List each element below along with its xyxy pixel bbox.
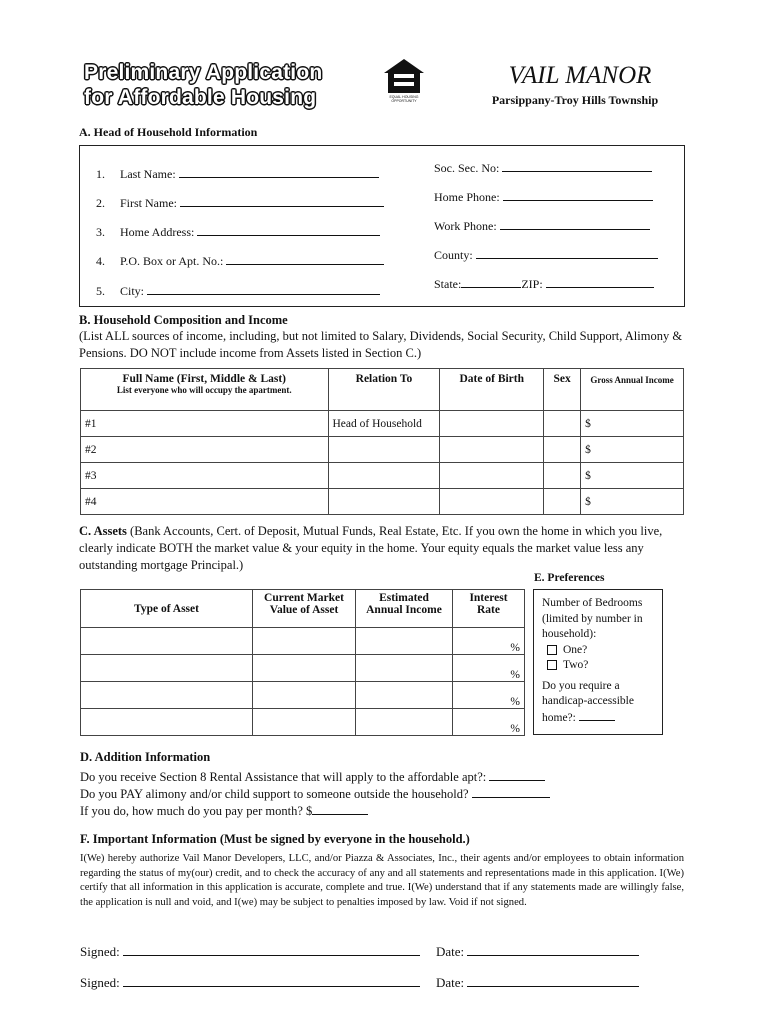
po-box-field[interactable] bbox=[96, 253, 384, 269]
full-name-header: Full Name (First, Middle & Last) bbox=[122, 373, 287, 385]
date-input[interactable] bbox=[467, 944, 639, 956]
po-box-input[interactable] bbox=[226, 253, 384, 265]
income-cell[interactable]: $ bbox=[581, 463, 684, 489]
zip-input[interactable] bbox=[546, 276, 654, 288]
handicap-question-3: home?: bbox=[542, 711, 576, 724]
type-of-asset-header: Type of Asset bbox=[81, 590, 253, 628]
col-sex bbox=[544, 369, 581, 411]
interest-rate-cell[interactable]: % bbox=[453, 628, 525, 655]
signed-label: Signed: bbox=[80, 944, 120, 959]
section-c-intro bbox=[79, 523, 689, 574]
asset-value-cell[interactable] bbox=[253, 655, 356, 682]
field-number: 4. bbox=[96, 254, 105, 268]
col-full-name bbox=[81, 369, 329, 411]
bedroom-one-option[interactable] bbox=[547, 643, 643, 659]
household-table bbox=[80, 368, 684, 515]
eho-caption: EQUAL HOUSING OPPORTUNITY bbox=[389, 95, 419, 103]
asset-type-cell[interactable] bbox=[81, 709, 253, 736]
signature-input[interactable] bbox=[123, 944, 420, 956]
section-b-heading: B. Household Composition and Income bbox=[79, 313, 288, 327]
section-b-intro: (List ALL sources of income, including, but not limited to Salary, Dividends, Social Security, Child Support, Alimony & Pensions. DO NOT include income from Assets listed in Section C.) bbox=[79, 329, 683, 360]
county-label: County: bbox=[434, 248, 473, 262]
logo-line-2: for Affordable Housing bbox=[84, 86, 317, 109]
relation-cell[interactable]: Head of Household bbox=[328, 411, 440, 437]
member-name-cell[interactable]: #3 bbox=[81, 463, 329, 489]
home-phone-field[interactable] bbox=[434, 189, 653, 205]
dob-cell[interactable] bbox=[440, 411, 544, 437]
last-name-input[interactable] bbox=[179, 166, 379, 178]
monthly-payment-question bbox=[80, 803, 368, 820]
ssn-input[interactable] bbox=[502, 160, 652, 172]
sex-cell[interactable] bbox=[544, 411, 581, 437]
signature-line-1[interactable] bbox=[80, 944, 420, 960]
work-phone-label: Work Phone: bbox=[434, 219, 497, 233]
bedroom-two-label: Two? bbox=[563, 659, 589, 671]
asset-type-cell[interactable] bbox=[81, 682, 253, 709]
asset-income-cell[interactable] bbox=[356, 628, 453, 655]
table-row[interactable] bbox=[81, 437, 684, 463]
logo-line-1: Preliminary Application bbox=[84, 61, 323, 84]
asset-type-cell[interactable] bbox=[81, 628, 253, 655]
table-row[interactable] bbox=[81, 411, 684, 437]
state-label: State: bbox=[434, 277, 462, 291]
work-phone-field[interactable] bbox=[434, 218, 650, 234]
col-income bbox=[581, 369, 684, 411]
section8-question bbox=[80, 769, 545, 786]
bedroom-two-option[interactable] bbox=[547, 658, 643, 674]
relation-cell[interactable] bbox=[328, 489, 440, 515]
handicap-question-2: handicap-accessible bbox=[542, 695, 634, 707]
signature-line-2[interactable] bbox=[80, 975, 420, 991]
po-box-label: P.O. Box or Apt. No.: bbox=[120, 254, 224, 268]
member-name-cell[interactable]: #2 bbox=[81, 437, 329, 463]
home-address-field[interactable] bbox=[96, 224, 380, 240]
home-address-label: Home Address: bbox=[120, 225, 195, 239]
date-label: Date: bbox=[436, 975, 465, 990]
field-number: 2. bbox=[96, 196, 105, 210]
relation-cell[interactable] bbox=[328, 437, 440, 463]
dob-cell[interactable] bbox=[440, 437, 544, 463]
section-f-heading: F. Important Information (Must be signed by everyone in the household.) bbox=[80, 832, 470, 846]
interest-rate-line1: Interest bbox=[469, 592, 508, 604]
member-name-cell[interactable]: #1 bbox=[81, 411, 329, 437]
home-phone-label: Home Phone: bbox=[434, 190, 500, 204]
date-line-1[interactable] bbox=[436, 944, 639, 960]
income-header: Gross Annual Income bbox=[590, 375, 674, 385]
section-d-heading: D. Addition Information bbox=[80, 750, 211, 764]
asset-income-cell[interactable] bbox=[356, 655, 453, 682]
signed-label: Signed: bbox=[80, 975, 120, 990]
asset-type-cell[interactable] bbox=[81, 655, 253, 682]
alimony-input[interactable] bbox=[472, 786, 550, 798]
section-c-text: (Bank Accounts, Cert. of Deposit, Mutual Funds, Real Estate, Etc. If you own the home in which you live, clearly indicate BOTH the market value & your equity in the home. Your equity equals the market value less any outstanding mortgage Principal.) bbox=[79, 524, 663, 572]
market-value-line1: Current Market bbox=[264, 592, 344, 604]
market-value-header bbox=[253, 590, 356, 628]
field-number: 1. bbox=[96, 167, 105, 181]
sex-cell[interactable] bbox=[544, 437, 581, 463]
monthly-payment-label: If you do, how much do you pay per month? $ bbox=[80, 804, 313, 818]
work-phone-input[interactable] bbox=[500, 218, 650, 230]
zip-label: ZIP: bbox=[521, 277, 543, 291]
form-logo-title bbox=[84, 60, 322, 110]
handicap-question-1: Do you require a bbox=[542, 679, 620, 692]
market-value-line2: Value of Asset bbox=[269, 604, 339, 616]
date-line-2[interactable] bbox=[436, 975, 639, 991]
table-row[interactable] bbox=[81, 489, 684, 515]
interest-rate-header bbox=[453, 590, 525, 628]
sex-cell[interactable] bbox=[544, 489, 581, 515]
city-label: City: bbox=[120, 284, 145, 298]
handicap-question-3-row bbox=[542, 710, 643, 727]
annual-income-header bbox=[356, 590, 453, 628]
dob-header: Date of Birth bbox=[459, 373, 525, 385]
first-name-label: First Name: bbox=[120, 196, 177, 210]
monthly-payment-input[interactable] bbox=[312, 803, 368, 815]
income-cell[interactable]: $ bbox=[581, 437, 684, 463]
interest-rate-cell[interactable]: % bbox=[453, 709, 525, 736]
bedroom-one-label: One? bbox=[563, 643, 588, 656]
bedrooms-question-2: (limited by number in bbox=[542, 612, 643, 625]
first-name-input[interactable] bbox=[180, 195, 384, 207]
ssn-label: Soc. Sec. No: bbox=[434, 161, 500, 175]
field-number: 3. bbox=[96, 225, 105, 239]
interest-rate-cell[interactable]: % bbox=[453, 682, 525, 709]
bedrooms-question-1: Number of Bedrooms bbox=[542, 597, 643, 609]
asset-income-cell[interactable] bbox=[356, 709, 453, 736]
table-row[interactable] bbox=[81, 655, 525, 682]
city-field[interactable] bbox=[96, 283, 380, 299]
dob-cell[interactable] bbox=[440, 463, 544, 489]
bedrooms-question-3: household): bbox=[542, 628, 597, 640]
col-dob bbox=[440, 369, 544, 411]
last-name-label: Last Name: bbox=[120, 167, 176, 181]
asset-income-cell[interactable] bbox=[356, 682, 453, 709]
county-field[interactable] bbox=[434, 247, 658, 263]
table-row[interactable] bbox=[81, 709, 525, 736]
interest-rate-cell[interactable]: % bbox=[453, 655, 525, 682]
annual-income-line2: Annual Income bbox=[366, 604, 442, 616]
date-label: Date: bbox=[436, 944, 465, 959]
state-zip-field[interactable] bbox=[434, 276, 654, 292]
asset-value-cell[interactable] bbox=[253, 628, 356, 655]
county-input[interactable] bbox=[476, 247, 658, 259]
signature-input[interactable] bbox=[123, 975, 420, 987]
interest-rate-line2: Rate bbox=[477, 604, 500, 616]
bedroom-two-checkbox[interactable] bbox=[547, 660, 557, 670]
table-row[interactable] bbox=[81, 628, 525, 655]
section-a-heading: A. Head of Household Information bbox=[79, 125, 258, 139]
state-input[interactable] bbox=[461, 276, 521, 288]
handicap-input[interactable] bbox=[579, 710, 615, 721]
dob-cell[interactable] bbox=[440, 489, 544, 515]
occupants-note: List everyone who will occupy the apartment. bbox=[116, 385, 292, 395]
last-name-field[interactable] bbox=[96, 166, 379, 182]
annual-income-line1: Estimated bbox=[379, 592, 429, 604]
asset-value-cell[interactable] bbox=[253, 709, 356, 736]
sex-header: Sex bbox=[553, 373, 571, 385]
section-c-heading: C. Assets bbox=[79, 524, 127, 538]
col-relation bbox=[328, 369, 440, 411]
home-phone-input[interactable] bbox=[503, 189, 653, 201]
section8-input[interactable] bbox=[489, 769, 545, 781]
section-e-heading: E. Preferences bbox=[534, 572, 605, 584]
sex-cell[interactable] bbox=[544, 463, 581, 489]
first-name-field[interactable] bbox=[96, 195, 384, 211]
member-name-cell[interactable]: #4 bbox=[81, 489, 329, 515]
field-number: 5. bbox=[96, 284, 105, 298]
date-input[interactable] bbox=[467, 975, 639, 987]
relation-cell[interactable] bbox=[328, 463, 440, 489]
income-cell[interactable]: $ bbox=[581, 411, 684, 437]
alimony-question bbox=[80, 786, 550, 803]
ssn-field[interactable] bbox=[434, 160, 652, 176]
property-title: VAIL MANOR bbox=[508, 62, 652, 89]
asset-value-cell[interactable] bbox=[253, 682, 356, 709]
assets-table bbox=[80, 589, 525, 736]
authorization-text: I(We) hereby authorize Vail Manor Developers, LLC, and/or Piazza & Associates, Inc., their agents and/or employees to obtain information regarding the status of my(our) credit, and to check the accuracy of any and all statements and representations made in this application. I(We) certify that all information in this application is accurate, complete and true. I(We) understand that if any statements made are willingly false, the application is null and void, and I(we) may be subject to penalties imposed by law. Void if not signed. bbox=[80, 853, 684, 908]
section8-label: Do you receive Section 8 Rental Assistance that will apply to the affordable apt?: bbox=[80, 770, 487, 784]
preferences-box bbox=[533, 589, 663, 735]
table-row[interactable] bbox=[81, 463, 684, 489]
city-input[interactable] bbox=[147, 283, 380, 295]
home-address-input[interactable] bbox=[197, 224, 380, 236]
equal-housing-opportunity-icon bbox=[382, 57, 426, 105]
bedroom-one-checkbox[interactable] bbox=[547, 645, 557, 655]
income-cell[interactable]: $ bbox=[581, 489, 684, 515]
township-subtitle: Parsippany-Troy Hills Township bbox=[491, 93, 659, 107]
alimony-label: Do you PAY alimony and/or child support to someone outside the household? bbox=[80, 787, 469, 801]
relation-header: Relation To bbox=[355, 373, 413, 385]
table-row[interactable] bbox=[81, 682, 525, 709]
